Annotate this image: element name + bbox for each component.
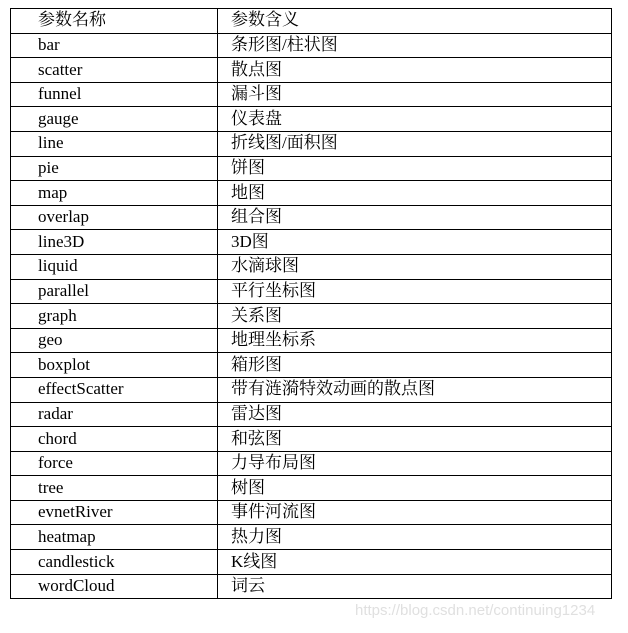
param-meaning-cell: 仪表盘 bbox=[218, 107, 612, 132]
param-meaning-cell: 条形图/柱状图 bbox=[218, 33, 612, 58]
table-row bbox=[11, 353, 612, 378]
param-meaning-cell: 组合图 bbox=[218, 205, 612, 230]
table-row bbox=[11, 328, 612, 353]
param-meaning-cell: 雷达图 bbox=[218, 402, 612, 427]
param-meaning-cell: 漏斗图 bbox=[218, 82, 612, 107]
param-name-cell: effectScatter bbox=[11, 377, 218, 402]
table-body bbox=[11, 33, 612, 599]
param-meaning-cell: 地理坐标系 bbox=[218, 328, 612, 353]
param-meaning-cell: 地图 bbox=[218, 181, 612, 206]
table-row bbox=[11, 181, 612, 206]
table-row bbox=[11, 33, 612, 58]
param-meaning-cell: 平行坐标图 bbox=[218, 279, 612, 304]
param-name-cell: line bbox=[11, 131, 218, 156]
table-row bbox=[11, 427, 612, 452]
table-row bbox=[11, 82, 612, 107]
param-name-cell: boxplot bbox=[11, 353, 218, 378]
param-meaning-cell: 箱形图 bbox=[218, 353, 612, 378]
param-meaning-cell: 树图 bbox=[218, 476, 612, 501]
param-name-cell: force bbox=[11, 451, 218, 476]
param-meaning-cell: 事件河流图 bbox=[218, 500, 612, 525]
table-row bbox=[11, 107, 612, 132]
param-name-cell: line3D bbox=[11, 230, 218, 255]
param-name-cell: funnel bbox=[11, 82, 218, 107]
param-name-cell: graph bbox=[11, 304, 218, 329]
table-row bbox=[11, 525, 612, 550]
param-meaning-cell: K线图 bbox=[218, 550, 612, 575]
table-row bbox=[11, 402, 612, 427]
param-meaning-cell: 带有涟漪特效动画的散点图 bbox=[218, 377, 612, 402]
table-row bbox=[11, 476, 612, 501]
table-row bbox=[11, 131, 612, 156]
header-param-name: 参数名称 bbox=[11, 9, 218, 34]
param-table bbox=[10, 8, 612, 599]
param-meaning-cell: 饼图 bbox=[218, 156, 612, 181]
param-meaning-cell: 散点图 bbox=[218, 58, 612, 83]
param-name-cell: wordCloud bbox=[11, 574, 218, 599]
param-name-cell: bar bbox=[11, 33, 218, 58]
param-meaning-cell: 和弦图 bbox=[218, 427, 612, 452]
param-name-cell: heatmap bbox=[11, 525, 218, 550]
param-meaning-cell: 折线图/面积图 bbox=[218, 131, 612, 156]
csdn-watermark: https://blog.csdn.net/continuing1234 bbox=[355, 602, 596, 619]
table-row bbox=[11, 500, 612, 525]
param-name-cell: overlap bbox=[11, 205, 218, 230]
param-name-cell: parallel bbox=[11, 279, 218, 304]
table-row bbox=[11, 451, 612, 476]
param-name-cell: radar bbox=[11, 402, 218, 427]
table-row bbox=[11, 279, 612, 304]
param-name-cell: geo bbox=[11, 328, 218, 353]
param-name-cell: evnetRiver bbox=[11, 500, 218, 525]
table-row bbox=[11, 304, 612, 329]
param-meaning-cell: 关系图 bbox=[218, 304, 612, 329]
param-name-cell: map bbox=[11, 181, 218, 206]
table-row bbox=[11, 58, 612, 83]
param-meaning-cell: 力导布局图 bbox=[218, 451, 612, 476]
param-meaning-cell: 热力图 bbox=[218, 525, 612, 550]
param-name-cell: scatter bbox=[11, 58, 218, 83]
param-meaning-cell: 3D图 bbox=[218, 230, 612, 255]
table-row bbox=[11, 254, 612, 279]
param-name-cell: tree bbox=[11, 476, 218, 501]
table-row bbox=[11, 550, 612, 575]
param-name-cell: pie bbox=[11, 156, 218, 181]
header-param-meaning: 参数含义 bbox=[218, 9, 612, 34]
param-name-cell: chord bbox=[11, 427, 218, 452]
table-row bbox=[11, 230, 612, 255]
param-meaning-cell: 水滴球图 bbox=[218, 254, 612, 279]
table-row bbox=[11, 574, 612, 599]
param-name-cell: gauge bbox=[11, 107, 218, 132]
param-meaning-cell: 词云 bbox=[218, 574, 612, 599]
table-row bbox=[11, 156, 612, 181]
param-name-cell: candlestick bbox=[11, 550, 218, 575]
param-name-cell: liquid bbox=[11, 254, 218, 279]
table-row bbox=[11, 377, 612, 402]
table-row bbox=[11, 205, 612, 230]
header-row bbox=[11, 9, 612, 34]
